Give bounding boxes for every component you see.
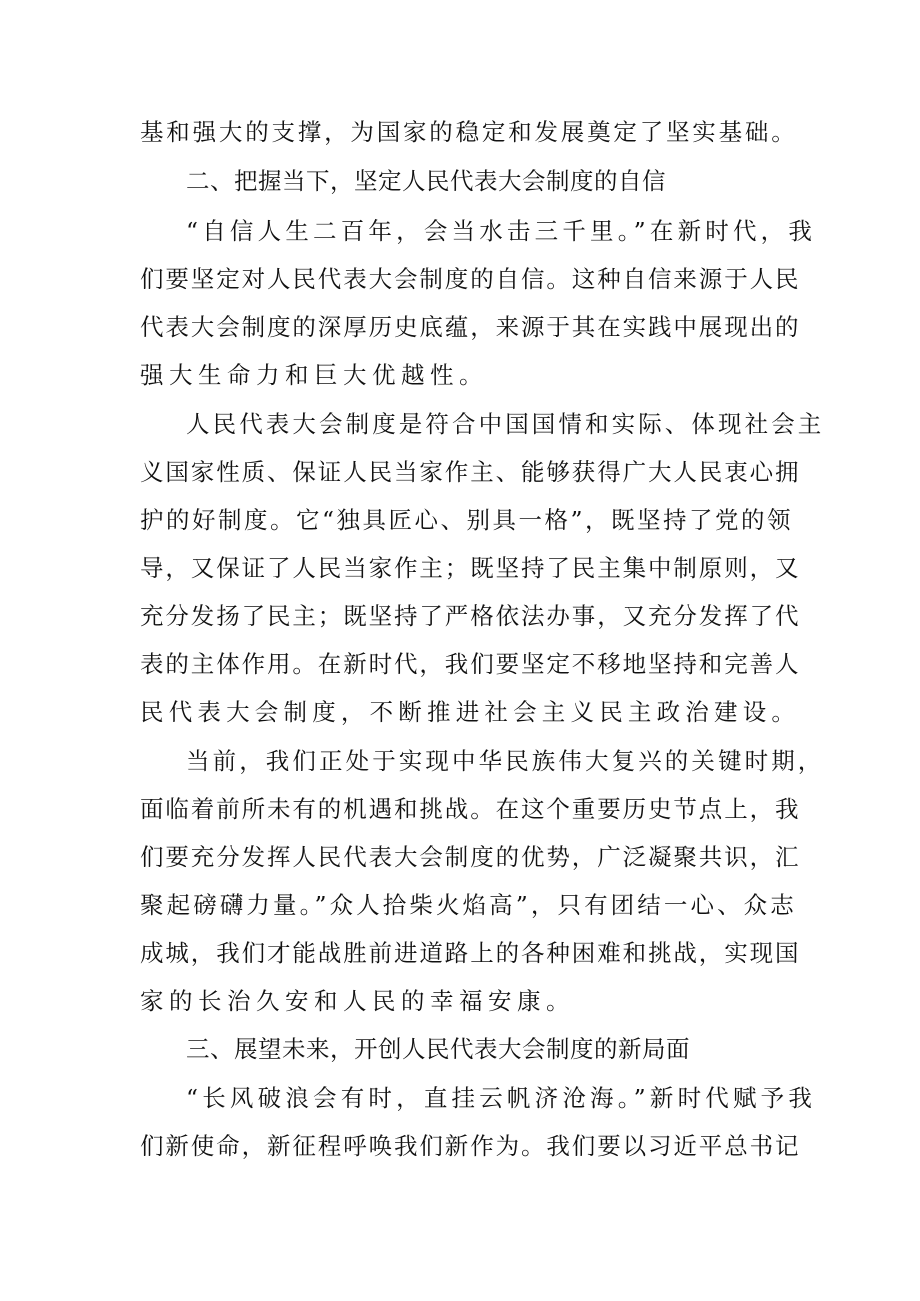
section-heading: 三、展望未来，开创人民代表大会制度的新局面 [186,1035,690,1063]
body-text-line: 面临着前所未有的机遇和挑战。在这个重要历史节点上，我 [140,795,801,823]
body-text-line: 充分发扬了民主；既坚持了严格依法办事，又充分发挥了代 [140,602,801,630]
body-text-line: 成城，我们才能战胜前进道路上的各种困难和挑战，实现国 [140,939,801,967]
body-text-line: “长风破浪会有时，直挂云帆济沧海。”新时代赋予我 [186,1084,817,1112]
body-text-line: 家的长治久安和人民的幸福安康。 [140,987,575,1015]
body-text-line: 护的好制度。它“独具匠心、别具一格”，既坚持了党的领 [140,506,794,534]
body-text-line: 们要充分发挥人民代表大会制度的优势，广泛凝聚共识，汇 [140,843,801,871]
body-text-line: 聚起磅礴力量。”众人拾柴火焰高”，只有团结一心、众志 [140,891,797,919]
body-text-line: 民代表大会制度，不断推进社会主义民主政治建设。 [140,698,801,726]
body-text-line: “自信人生二百年，会当水击三千里。”在新时代，我 [186,217,817,245]
body-text-line: 们新使命，新征程呼唤我们新作为。我们要以习近平总书记 [140,1132,801,1160]
body-text-line: 当前，我们正处于实现中华民族伟大复兴的关键时期， [186,747,825,775]
body-text-line: 导，又保证了人民当家作主；既坚持了民主集中制原则，又 [140,554,801,582]
body-text-line: 强大生命力和巨大优越性。 [140,361,488,389]
body-text-line: 代表大会制度的深厚历史底蕴，来源于其在实践中展现出的 [140,313,801,341]
body-text-line: 表的主体作用。在新时代，我们要坚定不移地坚持和完善人 [140,650,801,678]
section-heading: 二、把握当下，坚定人民代表大会制度的自信 [186,167,666,195]
body-text-line: 基和强大的支撑，为国家的稳定和发展奠定了坚实基础。 [140,118,798,146]
body-text-line: 们要坚定对人民代表大会制度的自信。这种自信来源于人民 [140,265,801,293]
body-text-line: 人民代表大会制度是符合中国国情和实际、体现社会主 [186,410,825,438]
body-text-line: 义国家性质、保证人民当家作主、能够获得广大人民衷心拥 [140,458,801,486]
